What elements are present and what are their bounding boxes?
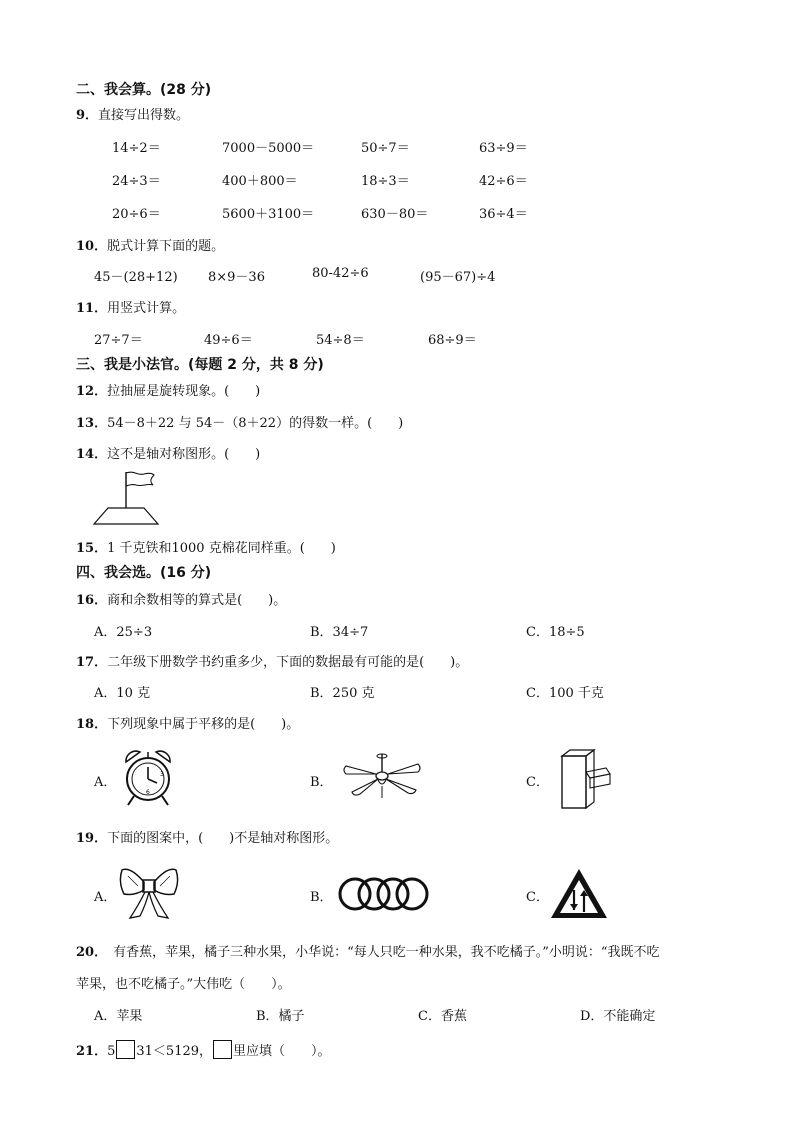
question-17 xyxy=(76,651,468,670)
question-number: 9． xyxy=(76,108,99,123)
q11-item: 54÷8＝ xyxy=(316,333,365,348)
question-13 xyxy=(76,412,403,431)
question-text: 拉抽屉是旋转现象。( ) xyxy=(107,384,261,399)
q9-cell: 18÷3＝ xyxy=(361,174,410,189)
section-3-title: 三、我是小法官。(每题 2 分，共 8 分) xyxy=(76,357,324,373)
question-number: 20． xyxy=(76,945,108,960)
answer-box[interactable] xyxy=(213,1040,232,1059)
q9-cell: 24÷3＝ xyxy=(112,174,161,189)
alarm-clock-icon xyxy=(120,748,176,808)
cabinet-drawer-icon xyxy=(556,748,612,810)
q9-cell: 20÷6＝ xyxy=(112,207,161,222)
question-16 xyxy=(76,589,286,608)
question-number: 17． xyxy=(76,655,108,670)
q9-cell: 63÷9＝ xyxy=(479,141,528,156)
answer-box[interactable] xyxy=(116,1040,135,1059)
question-text: 1 千克铁和1000 克棉花同样重。( ) xyxy=(107,541,336,556)
question-20-line-2: 苹果，也不吃橘子。”大伟吃（ ）。 xyxy=(76,977,291,992)
question-number: 16． xyxy=(76,593,108,608)
q9-cell: 7000－5000＝ xyxy=(222,141,315,156)
question-text: 商和余数相等的算式是( )。 xyxy=(107,593,287,608)
q9-cell: 5600＋3100＝ xyxy=(222,207,315,222)
flag-mound-icon xyxy=(92,470,162,526)
question-text: 用竖式计算。 xyxy=(107,301,186,316)
question-number: 15． xyxy=(76,541,108,556)
q9-cell: 50÷7＝ xyxy=(361,141,410,156)
q21-text-part-3: 里应填（ ）。 xyxy=(233,1044,331,1059)
question-11 xyxy=(76,297,185,316)
q11-item: 68÷9＝ xyxy=(428,333,477,348)
q11-item: 49÷6＝ xyxy=(204,333,253,348)
q21-text-part-1: 5 xyxy=(107,1044,116,1059)
q9-cell: 14÷2＝ xyxy=(112,141,161,156)
question-19 xyxy=(76,827,338,846)
question-15 xyxy=(76,537,336,556)
q10-item: 80-42÷6 xyxy=(312,266,369,281)
option-b[interactable]: B．34÷7 xyxy=(310,625,369,640)
four-rings-icon xyxy=(338,876,430,912)
question-12 xyxy=(76,380,260,399)
bow-icon xyxy=(118,864,180,922)
option-a[interactable]: A．10 克 xyxy=(94,686,151,701)
question-number: 18． xyxy=(76,717,108,732)
question-9 xyxy=(76,104,189,123)
q9-cell: 36÷4＝ xyxy=(479,207,528,222)
option-d[interactable]: D．不能确定 xyxy=(580,1009,656,1024)
question-number: 10． xyxy=(76,239,108,254)
section-4-title: 四、我会选。(16 分) xyxy=(76,565,212,581)
q9-cell: 42÷6＝ xyxy=(479,174,528,189)
option-c[interactable]: C．100 千克 xyxy=(526,686,604,701)
q10-item: 45－(28+12) xyxy=(94,270,178,285)
question-number: 12． xyxy=(76,384,108,399)
question-21 xyxy=(76,1040,331,1059)
question-number: 19． xyxy=(76,831,108,846)
question-number: 11． xyxy=(76,301,108,316)
option-c[interactable]: C． xyxy=(526,775,549,790)
section-2-title: 二、我会算。(28 分) xyxy=(76,82,212,98)
question-10 xyxy=(76,235,224,254)
option-c[interactable]: C． xyxy=(526,890,549,905)
question-20 xyxy=(76,941,660,960)
question-14 xyxy=(76,443,260,462)
question-text: 直接写出得数。 xyxy=(98,108,190,123)
option-b[interactable]: B． xyxy=(310,775,333,790)
question-text: 二年级下册数学书约重多少，下面的数据最有可能的是( )。 xyxy=(107,655,469,670)
question-18 xyxy=(76,713,299,732)
option-b[interactable]: B． xyxy=(310,890,333,905)
question-text: 54－8＋22 与 54－（8＋22）的得数一样。( ) xyxy=(107,416,404,431)
option-b[interactable]: B．橘子 xyxy=(256,1009,305,1024)
question-text: 下面的图案中，( )不是轴对称图形。 xyxy=(107,831,339,846)
question-number: 14． xyxy=(76,447,108,462)
svg-text:6: 6 xyxy=(146,789,150,796)
q9-cell: 400＋800＝ xyxy=(222,174,298,189)
option-a[interactable]: A． xyxy=(94,775,117,790)
option-a[interactable]: A． xyxy=(94,890,117,905)
q9-cell: 630－80＝ xyxy=(361,207,429,222)
option-c[interactable]: C．18÷5 xyxy=(526,625,585,640)
question-number: 21． xyxy=(76,1044,108,1059)
q10-item: (95－67)÷4 xyxy=(420,270,496,285)
ceiling-fan-icon xyxy=(340,752,424,802)
q10-item: 8×9－36 xyxy=(208,270,265,285)
question-text-line-1: 有香蕉，苹果，橘子三种水果，小华说：“每人只吃一种水果，我不吃橘子。”小明说：“我既不吃 xyxy=(113,945,660,960)
question-text: 脱式计算下面的题。 xyxy=(107,239,225,254)
option-c[interactable]: C．香蕉 xyxy=(418,1009,467,1024)
two-way-traffic-sign-icon xyxy=(550,868,608,920)
q11-item: 27÷7＝ xyxy=(94,333,143,348)
option-b[interactable]: B．250 克 xyxy=(310,686,375,701)
question-number: 13． xyxy=(76,416,108,431)
option-a[interactable]: A．25÷3 xyxy=(94,625,153,640)
question-text: 下列现象中属于平移的是( )。 xyxy=(107,717,300,732)
q21-text-part-2: 31＜5129， xyxy=(136,1044,213,1059)
svg-text:3: 3 xyxy=(160,771,164,778)
option-a[interactable]: A．苹果 xyxy=(94,1009,143,1024)
question-text: 这不是轴对称图形。( ) xyxy=(107,447,261,462)
